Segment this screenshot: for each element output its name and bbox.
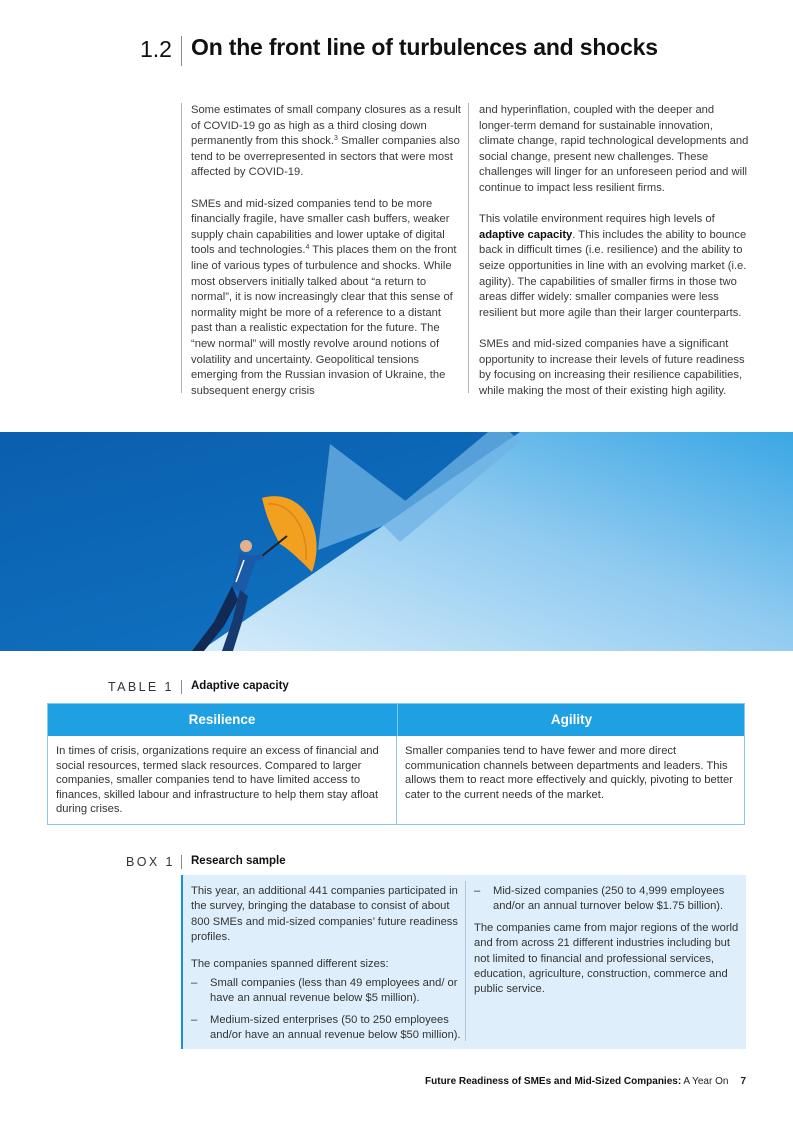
body-column-right — [468, 103, 751, 397]
research-sample-box — [181, 875, 746, 1049]
paragraph: This volatile environment requires high levels of adaptive capacity. This includes the ability to bounce back in difficult times (i.e. resilience) and the ability to seize opportunities in line with an evolving market (i.e. agility). The capabilities of smaller firms in those two areas differ widely: smaller companies were less resilient but more agile than their larger counterparts. — [479, 213, 747, 319]
body-column-left — [181, 103, 461, 397]
table-cell-agility: Smaller companies tend to have fewer and more direct communication channels between departments and leaders. This allows them to react more effectively and quickly, pivoting to better cater to the current needs of the market. — [405, 745, 733, 801]
paragraph: and hyperinflation, coupled with the deeper and longer-term demand for sustainable innovation, climate change, rapid technological developments and social change, present new challenges. These challenges will linger for an unforeseen period and will continue to impact less resilient firms. — [479, 104, 749, 194]
table-label-divider — [181, 680, 182, 694]
table-header-resilience: Resilience — [188, 712, 256, 727]
table-header-agility: Agility — [397, 704, 745, 736]
list-item: – Small companies (less than 49 employees and/ or have an annual revenue below $5 million). — [191, 976, 461, 1007]
box-column-left — [191, 884, 461, 1050]
paragraph: SMEs and mid-sized companies have a significant opportunity to increase their levels of future readiness by focusing on increasing their resilience capabilities, while making the most of their existing high agility. — [479, 337, 745, 397]
adaptive-capacity-table — [47, 703, 745, 825]
box-closing: The companies came from major regions of the world and from across 21 different industries including but not limited to financial and professional services, education, agriculture, construction, commerce and public service. — [474, 921, 739, 996]
box-sizes-lead: The companies spanned different sizes: — [191, 957, 389, 970]
box-label: BOX 1 — [126, 855, 175, 869]
list-item: – Medium-sized enterprises (50 to 250 employees and/or have an annual revenue below $50 million). — [191, 1013, 461, 1044]
page-footer — [425, 1076, 746, 1087]
table-title: Adaptive capacity — [191, 680, 289, 692]
table-label: TABLE 1 — [108, 680, 174, 694]
table-cell-resilience: In times of crisis, organizations require an excess of financial and social resources, termed slack resources. Compared to larger companies, smaller companies tend to have limited access to finances, skilled labour and infrastructure to help them stay afloat during crises. — [56, 745, 379, 816]
footnote-ref[interactable]: 3 — [334, 135, 338, 143]
table-column-divider — [396, 736, 397, 824]
section-title: On the front line of turbulences and shocks — [191, 34, 658, 60]
box-intro: This year, an additional 441 companies participated in the survey, bringing the database to consist of about 800 SMEs and mid-sized companies’ future readiness profiles. — [191, 885, 458, 944]
table-header-row — [48, 704, 744, 736]
key-term: adaptive capacity — [479, 228, 573, 241]
list-item: – Mid-sized companies (250 to 4,999 employees and/or an annual turnover below $1.75 billion). — [474, 884, 742, 915]
section-divider — [181, 36, 182, 66]
section-number: 1.2 — [140, 36, 172, 62]
paragraph: SMEs and mid-sized companies tend to be more financially fragile, have smaller cash buffers, weaker supply chain capabilities and lower uptake of digital tools and technologies.$^4$ This places them on the front line of various types of turbulence and shocks. While most observers initially talked about “a return to normal”, it is now increasingly clear that this sense of normality might be more of a reference to a distant past than a realistic expectation for the future. The “new normal” will mostly revolve around notions of volatility and uncertainty. Geopolitical tensions emerging from the Russian invasion of Ukraine, the subsequent energy crisis — [191, 197, 457, 397]
footer-report-subtitle: A Year On — [681, 1076, 729, 1087]
page-number: 7 — [740, 1076, 746, 1087]
illustration-banner — [0, 432, 793, 651]
footnote-ref[interactable]: 4 — [305, 244, 310, 252]
paragraph: Some estimates of small company closures as a result of COVID-19 go as high as a third closing down permanently from this shock.$^3$ Smaller companies also tend to be overrepresented in sectors that were most affected by COVID-19. — [191, 104, 461, 179]
box-label-divider — [181, 855, 182, 869]
box-title: Research sample — [191, 855, 286, 867]
box-column-divider — [465, 881, 466, 1041]
footer-report-title: Future Readiness of SMEs and Mid-Sized Companies: — [425, 1076, 682, 1087]
box-column-right — [474, 884, 742, 1006]
